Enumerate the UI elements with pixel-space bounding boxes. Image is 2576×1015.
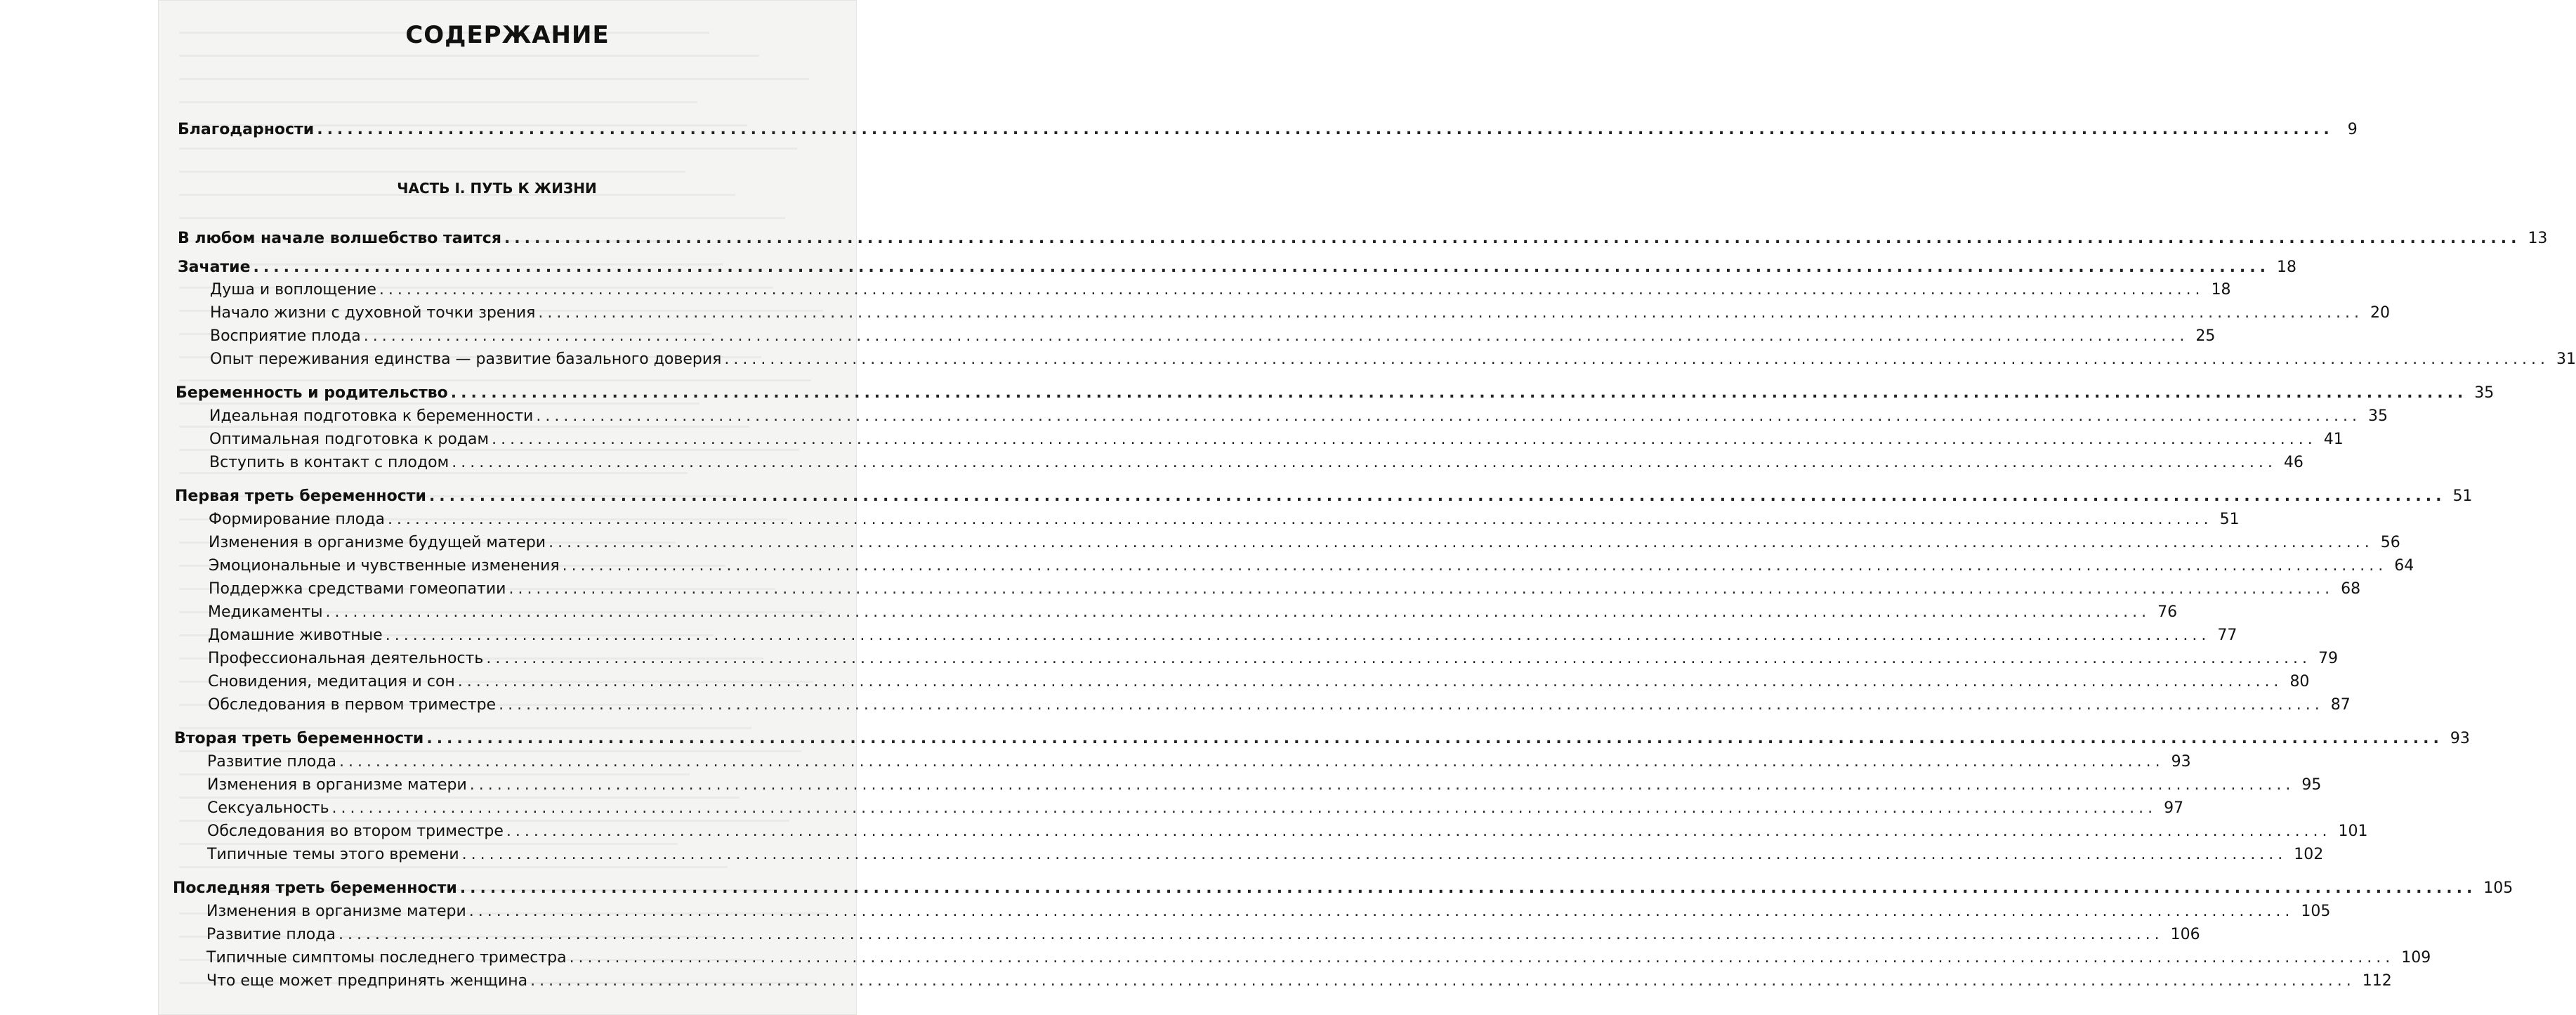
toc-section-entry	[207, 844, 2324, 865]
toc-section-entry	[210, 303, 2391, 324]
toc-entry-title: Домашние животные	[208, 627, 383, 644]
toc-page-number: 18	[2277, 258, 2296, 276]
toc-entry-title: Зачатие	[178, 258, 251, 276]
toc-dot-leader: ........................................................................................................................................................................................................	[499, 696, 2324, 714]
toc-entry-title: Обследования во втором триместре	[207, 823, 504, 840]
toc-section-entry	[208, 625, 2237, 646]
toc-page-number: 80	[2289, 673, 2310, 690]
toc-section-entry	[206, 924, 2200, 945]
toc-dot-leader: ........................................................................................................................................................................................................	[339, 753, 2164, 771]
toc-section-entry	[209, 532, 2400, 554]
toc-entry-title: Типичные симптомы последнего триместра	[206, 949, 567, 967]
toc-dot-leader: ........................................................................................................................................................................................................	[506, 823, 2332, 840]
toc-section-entry	[206, 971, 2392, 992]
toc-page-number: 51	[2452, 487, 2473, 505]
toc-page-number: 51	[2219, 511, 2240, 528]
toc-dot-leader: ........................................................................................................................................................................................................	[428, 487, 2446, 505]
toc-dot-leader: ........................................................................................................................................................................................................	[461, 846, 2287, 863]
toc-section-entry	[208, 695, 2351, 716]
toc-entry-title: Изменения в организме будущей матери	[209, 534, 546, 551]
toc-page-number: 41	[2323, 431, 2344, 448]
toc-entry-title: Что еще может предпринять женщина	[206, 972, 528, 990]
toc-chapter-entry	[174, 728, 2470, 749]
toc-dot-leader: ........................................................................................................................................................................................................	[331, 799, 2157, 817]
toc-dot-leader: ........................................................................................................................................................................................................	[530, 972, 2355, 990]
toc-entry-title: Формирование плода	[209, 511, 385, 528]
toc-section-entry	[207, 752, 2191, 773]
toc-chapter-entry	[178, 119, 2358, 140]
toc-section-entry	[210, 349, 2576, 370]
toc-page-number: 20	[2370, 304, 2391, 322]
toc-section-entry	[208, 602, 2178, 623]
toc-dot-leader: ........................................................................................................................................................................................................	[469, 776, 2295, 794]
toc-dot-leader: ........................................................................................................................................................................................................	[468, 903, 2294, 920]
toc-section-entry	[207, 798, 2184, 819]
toc-page-number: 56	[2380, 534, 2400, 551]
toc-page-number: 87	[2330, 696, 2351, 714]
toc-entry-title: Изменения в организме матери	[206, 903, 466, 920]
toc-section-entry	[209, 556, 2414, 577]
toc-entry-title: В любом начале волшебство таится	[178, 230, 501, 247]
toc-dot-leader: ........................................................................................................................................................................................................	[459, 879, 2477, 897]
toc-dot-leader: ........................................................................................................................................................................................................	[486, 650, 2311, 667]
bleed-through-line	[179, 217, 785, 219]
toc-page-number: 35	[2367, 407, 2388, 425]
toc-section-entry	[209, 406, 2388, 427]
toc-dot-leader: ........................................................................................................................................................................................................	[325, 603, 2151, 621]
toc-dot-leader: ........................................................................................................................................................................................................	[548, 534, 2374, 551]
toc-entry-title: Вступить в контакт с плодом	[209, 454, 449, 471]
toc-entry-title: Беременность и родительство	[176, 384, 448, 402]
toc-dot-leader: ........................................................................................................................................................................................................	[253, 258, 2270, 276]
toc-dot-leader: ........................................................................................................................................................................................................	[492, 431, 2317, 448]
toc-section-entry	[206, 901, 2331, 922]
toc-entry-title: Опыт переживания единства — развитие базального доверия	[210, 351, 722, 368]
toc-entry-title: Развитие плода	[206, 926, 336, 943]
bleed-through-line	[179, 78, 809, 80]
page-title: СОДЕРЖАНИЕ	[405, 21, 610, 49]
toc-dot-leader: ........................................................................................................................................................................................................	[562, 557, 2388, 575]
toc-dot-leader: ........................................................................................................................................................................................................	[536, 407, 2361, 425]
bleed-through-line	[179, 148, 797, 150]
toc-entry-title: Изменения в организме матери	[207, 776, 467, 794]
toc-dot-leader: ........................................................................................................................................................................................................	[452, 454, 2277, 471]
toc-page-number: 18	[2211, 281, 2231, 299]
toc-chapter-entry	[173, 878, 2513, 899]
toc-dot-leader: ........................................................................................................................................................................................................	[724, 351, 2550, 368]
toc-entry-title: Развитие плода	[207, 753, 336, 771]
bleed-through-line	[179, 866, 728, 868]
toc-entry-title: Обследования в первом триместре	[208, 696, 497, 714]
toc-entry-title: Восприятие плода	[210, 327, 361, 345]
toc-section-entry	[209, 452, 2304, 473]
toc-section-entry	[210, 280, 2231, 301]
toc-dot-leader: ........................................................................................................................................................................................................	[538, 304, 2364, 322]
toc-page-number: 112	[2362, 972, 2392, 990]
toc-dot-leader: ........................................................................................................................................................................................................	[338, 926, 2164, 943]
toc-entry-title: Вторая треть беременности	[174, 730, 424, 747]
toc-dot-leader: ........................................................................................................................................................................................................	[504, 230, 2521, 247]
toc-entry-title: Идеальная подготовка к беременности	[209, 407, 534, 425]
toc-section-entry	[207, 821, 2368, 842]
toc-section-entry	[210, 326, 2216, 347]
toc-dot-leader: ........................................................................................................................................................................................................	[363, 327, 2189, 345]
toc-section-entry	[208, 672, 2310, 693]
toc-page-number: 93	[2450, 730, 2470, 747]
toc-dot-leader: ........................................................................................................................................................................................................	[569, 949, 2395, 967]
toc-chapter-entry	[178, 228, 2548, 249]
toc-dot-leader: ........................................................................................................................................................................................................	[508, 580, 2334, 598]
toc-entry-title: Начало жизни с духовной точки зрения	[210, 304, 536, 322]
toc-dot-leader: ........................................................................................................................................................................................................	[387, 511, 2213, 528]
toc-page-number: 102	[2294, 846, 2324, 863]
toc-section-entry	[208, 648, 2338, 669]
toc-dot-leader: ........................................................................................................................................................................................................	[379, 281, 2204, 299]
toc-dot-leader: ........................................................................................................................................................................................................	[317, 121, 2334, 138]
toc-page-number: 77	[2217, 627, 2237, 644]
toc-entry-title: Оптимальная подготовка к родам	[209, 431, 489, 448]
toc-page-number: 9	[2347, 121, 2358, 138]
bleed-through-line	[179, 55, 759, 57]
bleed-through-line	[179, 379, 811, 381]
toc-section-entry	[209, 579, 2361, 600]
toc-page-number: 93	[2171, 753, 2191, 771]
toc-entry-title: Медикаменты	[208, 603, 323, 621]
toc-page-number: 46	[2283, 454, 2304, 471]
toc-page-number: 68	[2341, 580, 2361, 598]
toc-chapter-entry	[176, 383, 2495, 404]
toc-dot-leader: ........................................................................................................................................................................................................	[426, 730, 2443, 747]
toc-page-number: 109	[2401, 949, 2431, 967]
toc-entry-title: Сновидения, медитация и сон	[208, 673, 455, 690]
toc-section-entry	[209, 429, 2344, 450]
toc-section-entry	[207, 775, 2322, 796]
toc-dot-leader: ........................................................................................................................................................................................................	[385, 627, 2211, 644]
toc-chapter-entry	[175, 486, 2473, 507]
toc-entry-title: Душа и воплощение	[210, 281, 376, 299]
toc-page-number: 79	[2318, 650, 2338, 667]
toc-entry-title: Сексуальность	[207, 799, 329, 817]
toc-entry-title: Профессиональная деятельность	[208, 650, 484, 667]
toc-entry-title: Последняя треть беременности	[173, 879, 457, 897]
toc-page-number: 35	[2474, 384, 2495, 402]
toc-section-entry	[206, 948, 2431, 969]
toc-page-number: 31	[2556, 351, 2576, 368]
toc-page-number: 101	[2338, 823, 2368, 840]
toc-page-number: 97	[2164, 799, 2184, 817]
toc-page-number: 106	[2170, 926, 2200, 943]
bleed-through-line	[179, 171, 685, 173]
bleed-through-line	[179, 101, 697, 103]
toc-page-number: 105	[2301, 903, 2331, 920]
toc-dot-leader: ........................................................................................................................................................................................................	[450, 384, 2468, 402]
toc-entry-title: Типичные темы этого времени	[207, 846, 459, 863]
toc-section-entry	[209, 509, 2240, 530]
toc-chapter-entry	[178, 257, 2296, 278]
toc-entry-title: Поддержка средствами гомеопатии	[209, 580, 506, 598]
toc-entry-title: Благодарности	[178, 121, 315, 138]
toc-page-number: 25	[2195, 327, 2216, 345]
toc-page-number: 64	[2394, 557, 2414, 575]
part-title: ЧАСТЬ I. ПУТЬ К ЖИЗНИ	[397, 180, 597, 197]
toc-entry-title: Эмоциональные и чувственные изменения	[209, 557, 560, 575]
toc-page-number: 13	[2528, 230, 2548, 247]
toc-page-number: 76	[2157, 603, 2178, 621]
toc-page-number: 95	[2301, 776, 2322, 794]
toc-entry-title: Первая треть беременности	[175, 487, 426, 505]
toc-page-number: 105	[2483, 879, 2513, 897]
toc-dot-leader: ........................................................................................................................................................................................................	[457, 673, 2283, 690]
